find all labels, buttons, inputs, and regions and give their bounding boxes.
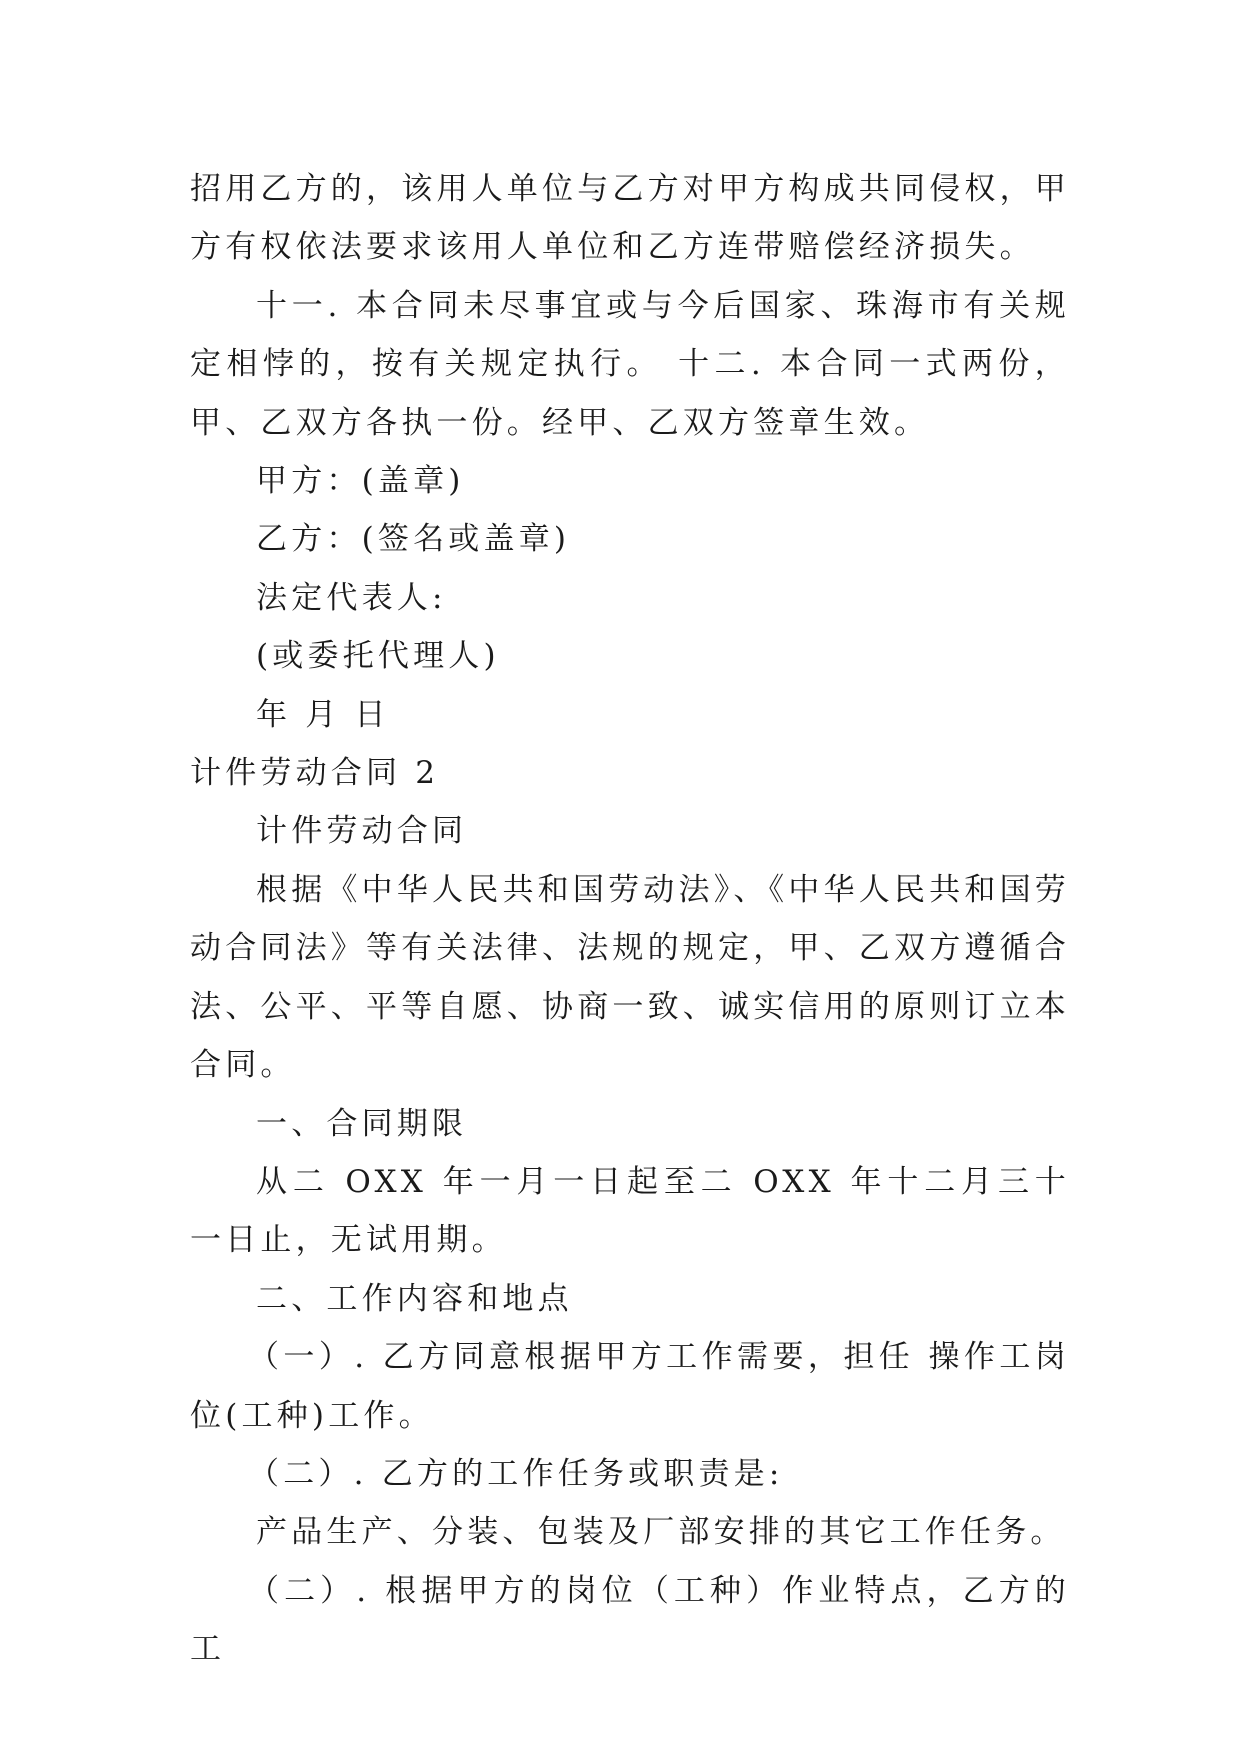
date-line: 年 月 日 [256, 696, 390, 733]
paragraph-position: （一）. 乙方同意根据甲方工作需要，担任 操作工岗位(工种)工作。 [190, 1339, 1070, 1434]
document-body [190, 160, 1070, 1679]
paragraph-joint-liability: 招用乙方的，该用人单位与乙方对甲方构成共同侵权，甲方有权依法要求该用人单位和乙方连带赔偿经济损失。 [190, 171, 1070, 266]
legal-representative-line: 法定代表人: [256, 579, 447, 616]
paragraph-duties-heading: （二）. 乙方的工作任务或职责是: [248, 1455, 784, 1492]
paragraph-job-characteristics: （二）. 根据甲方的岗位（工种）作业特点，乙方的工 [190, 1572, 1070, 1668]
section-heading: 计件劳动合同 2 [190, 755, 440, 792]
heading-work-content: 二、工作内容和地点 [256, 1280, 573, 1317]
paragraph-term-dates: 从二 OXX 年一月一日起至二 OXX 年十二月三十一日止，无试用期。 [190, 1163, 1070, 1259]
signature-party-b: 乙方：(签名或盖章) [256, 521, 571, 558]
signature-party-a: 甲方：(盖章) [256, 463, 465, 500]
contract-title: 计件劳动合同 [256, 813, 468, 850]
heading-contract-term: 一、合同期限 [256, 1105, 468, 1142]
authorized-agent-line: (或委托代理人) [256, 638, 500, 675]
paragraph-clause-eleven-twelve: 十一. 本合同未尽事宜或与今后国家、珠海市有关规定相悖的，按有关规定执行。 十二. 本合同一式两份，甲、乙双方各执一份。经甲、乙双方签章生效。 [190, 287, 1070, 441]
paragraph-legal-basis: 根据《中华人民共和国劳动法》、《中华人民共和国劳动合同法》等有关法律、法规的规定，甲、乙双方遵循合法、公平、平等自愿、协商一致、诚实信用的原则订立本合同。 [190, 871, 1070, 1084]
paragraph-duties: 产品生产、分装、包装及厂部安排的其它工作任务。 [256, 1514, 1066, 1551]
